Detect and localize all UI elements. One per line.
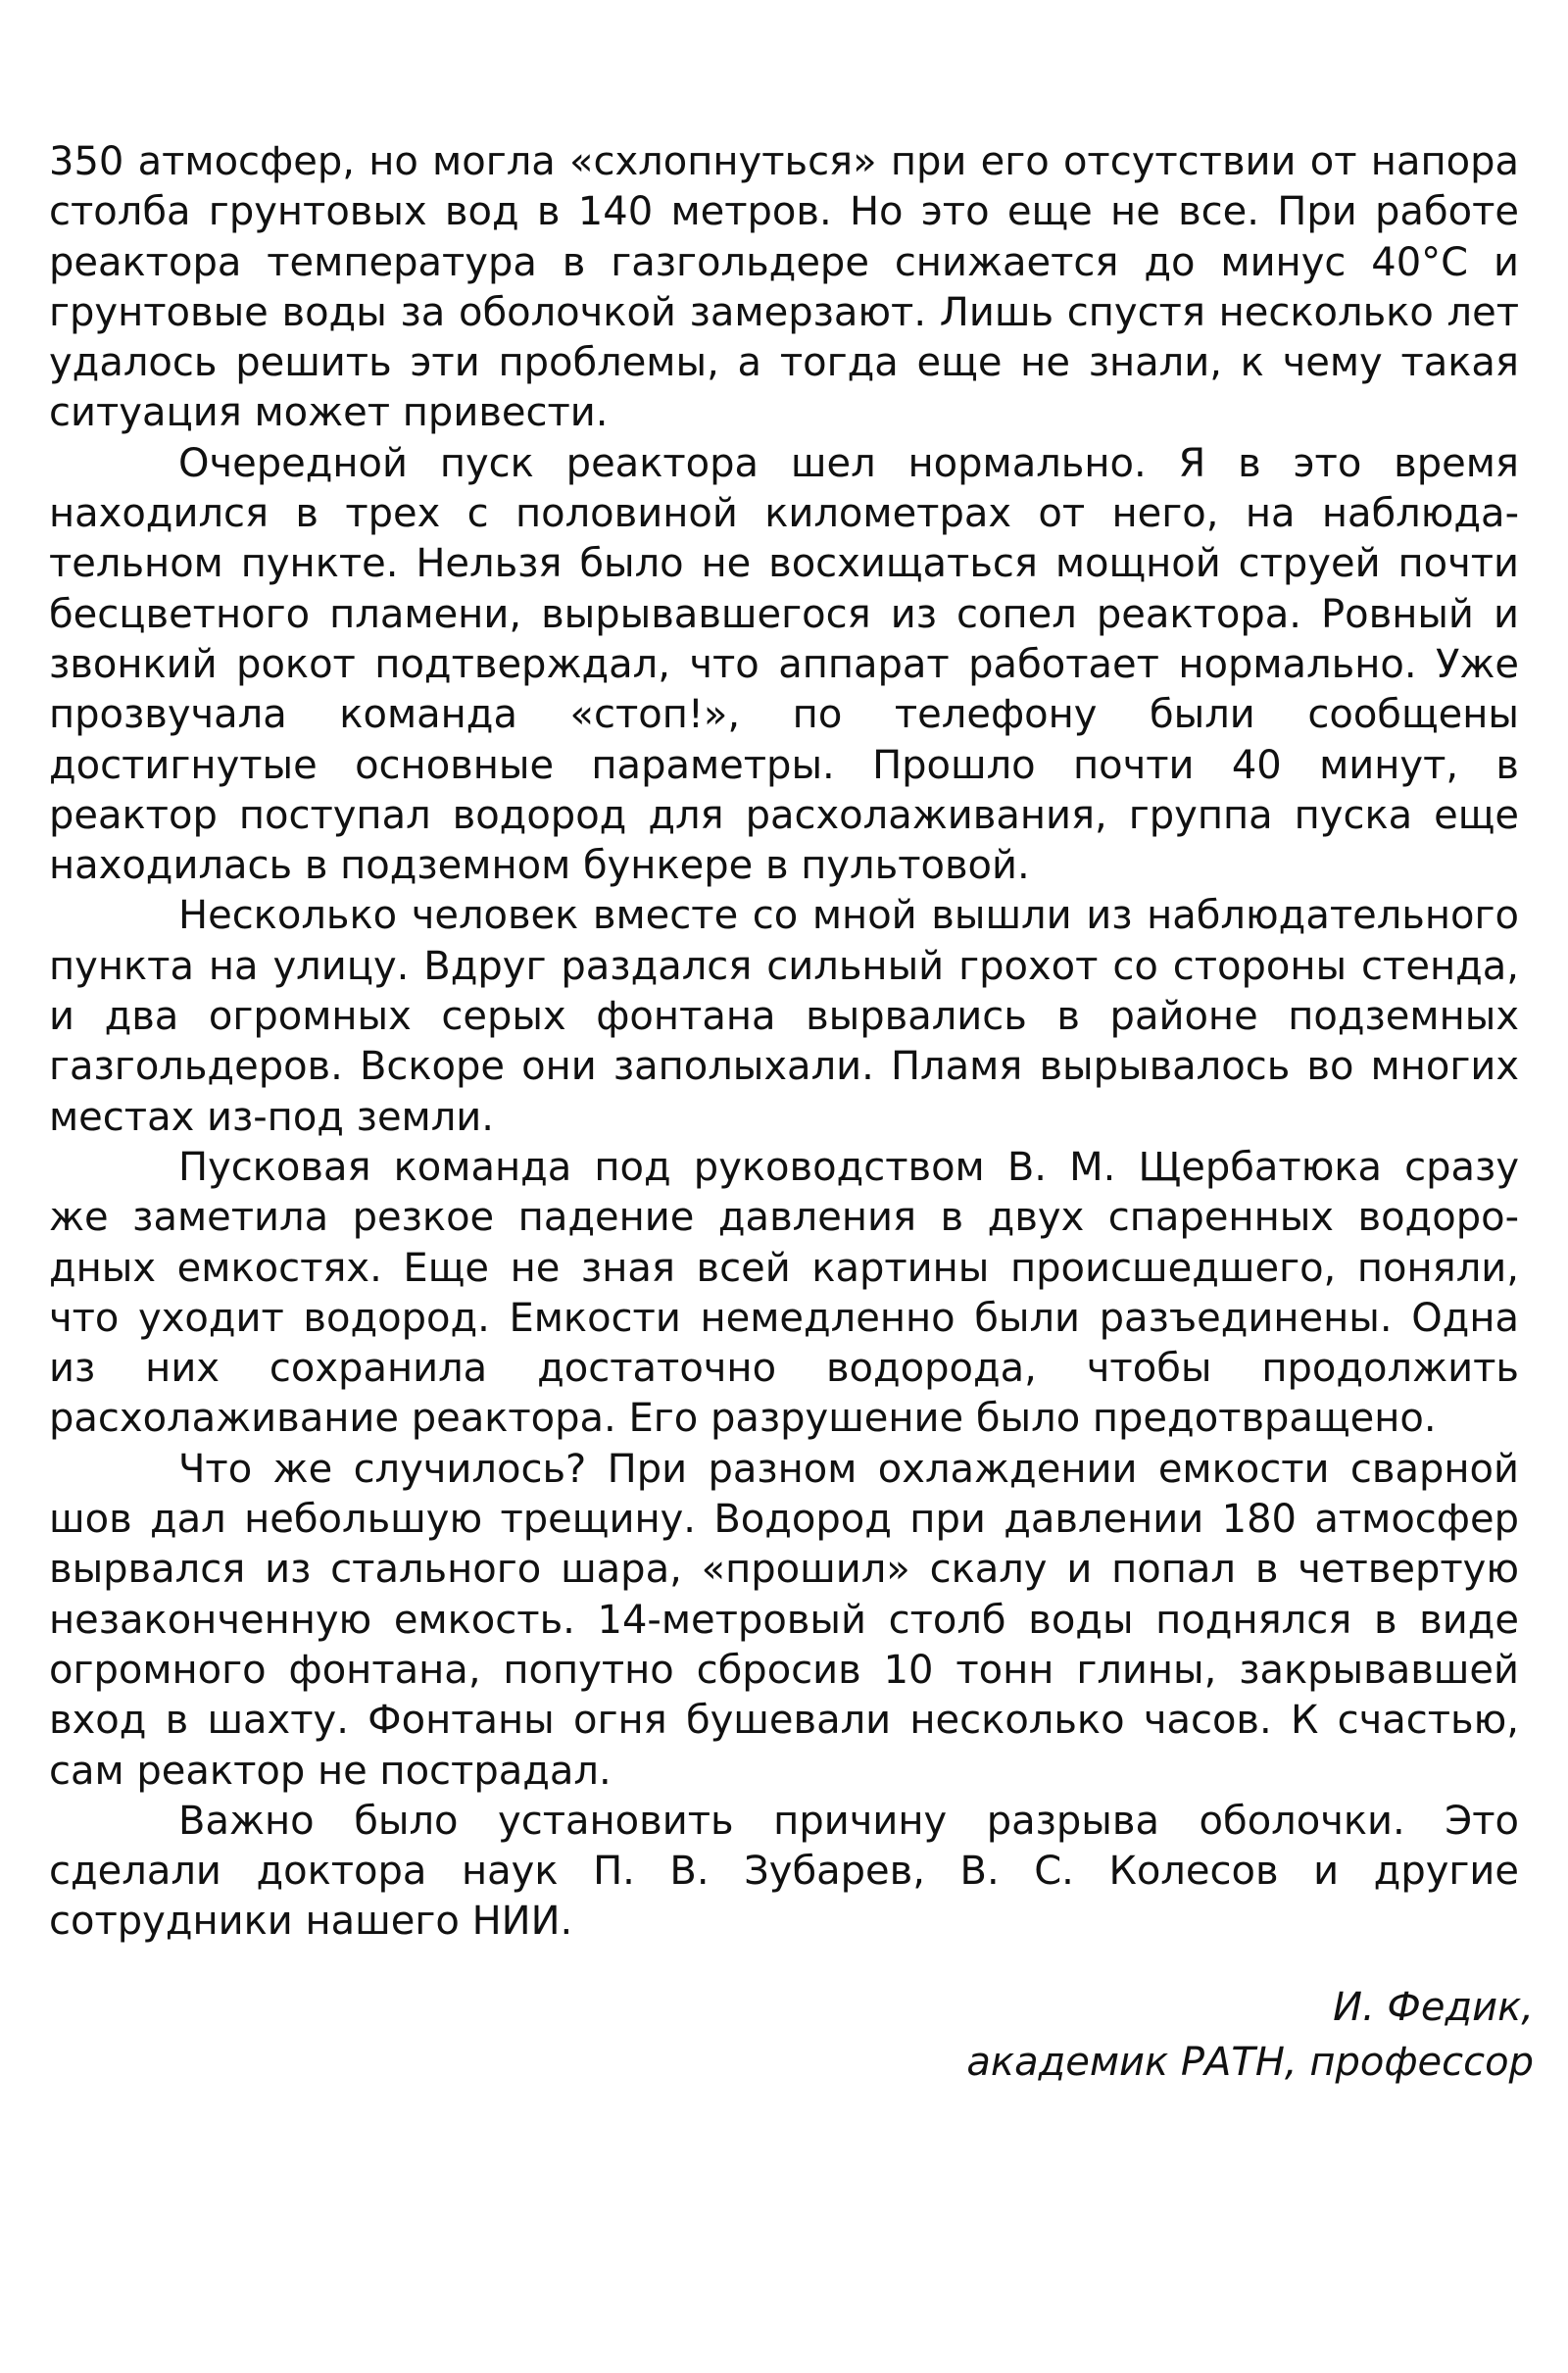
paragraph-4: Пусковая команда под руководством В. М. Щербатюка сразу же заметила резкое падение давления в двух спаренных водородных емкостях. Еще не зная всей картины происшедшего, поняли, что уходит водород. Емкости немедленно были разъединены. Одна из них сохранила достаточно водорода, чтобы продолжить расхолаживание реактора. Его разрушение было предотвращено. (49, 1144, 1519, 1442)
author-name: И. Федик, (1333, 1985, 1534, 2030)
paragraph-2: Очередной пуск реактора шел нормально. Я в это время находился в трех с половиной километрах от него, на наблюдательном пункте. Нельзя было не восхищаться мощной струей почти бесцветного пламени, вырывавшегося из сопел реактора. Ровный и звонкий рокот подтверждал, что аппарат работает нормально. Уже прозвучала команда «стоп!», по телефону были сообщены достигнутые основные параметры. Прошло почти 40 минут, в реактор поступал водород для расхолаживания, группа пуска еще находилась в подземном бункере в пультовой. (49, 440, 1519, 889)
paragraph-1: 350 атмосфер, но могла «схлопнуться» при его отсутствии от напора столба грунтовых вод в 140 метров. Но это еще не все. При работе реактора температура в газгольдере снижается до минус 40°С и грунтовые воды за оболочкой замерзают. Лишь спустя несколько лет удалось решить эти проблемы, а тогда еще не знали, к чему такая ситуация может привести. (49, 139, 1519, 436)
author-title: академик РАТН, профессор (966, 2040, 1534, 2085)
article-body (49, 137, 1519, 1948)
paragraph-6: Важно было установить причину разрыва оболочки. Это сделали доктора наук П. В. Зубарев, В. С. Колесов и другие сотрудники нашего НИИ. (49, 1798, 1519, 1945)
paragraph-3: Несколько человек вместе со мной вышли из наблюдательного пункта на улицу. Вдруг раздался сильный грохот со стороны стенда, и два огромных серых фонтана вырвались в районе подземных газгольдеров. Вскоре они заполыхали. Пламя вырывалось во многих местах из-под земли. (49, 893, 1519, 1140)
author-signature (966, 1980, 1534, 2090)
paragraph-5: Что же случилось? При разном охлаждении емкости сварной шов дал небольшую трещину. Водород при давлении 180 атмосфер вырвался из стального шара, «прошил» скалу и попал в четвертую незаконченную емкость. 14-метровый столб воды поднялся в виде огромного фонтана, попутно сбросив 10 тонн глины, закрывавшей вход в шахту. Фонтаны огня бушевали несколько часов. К счастью, сам реактор не пострадал. (49, 1446, 1519, 1794)
